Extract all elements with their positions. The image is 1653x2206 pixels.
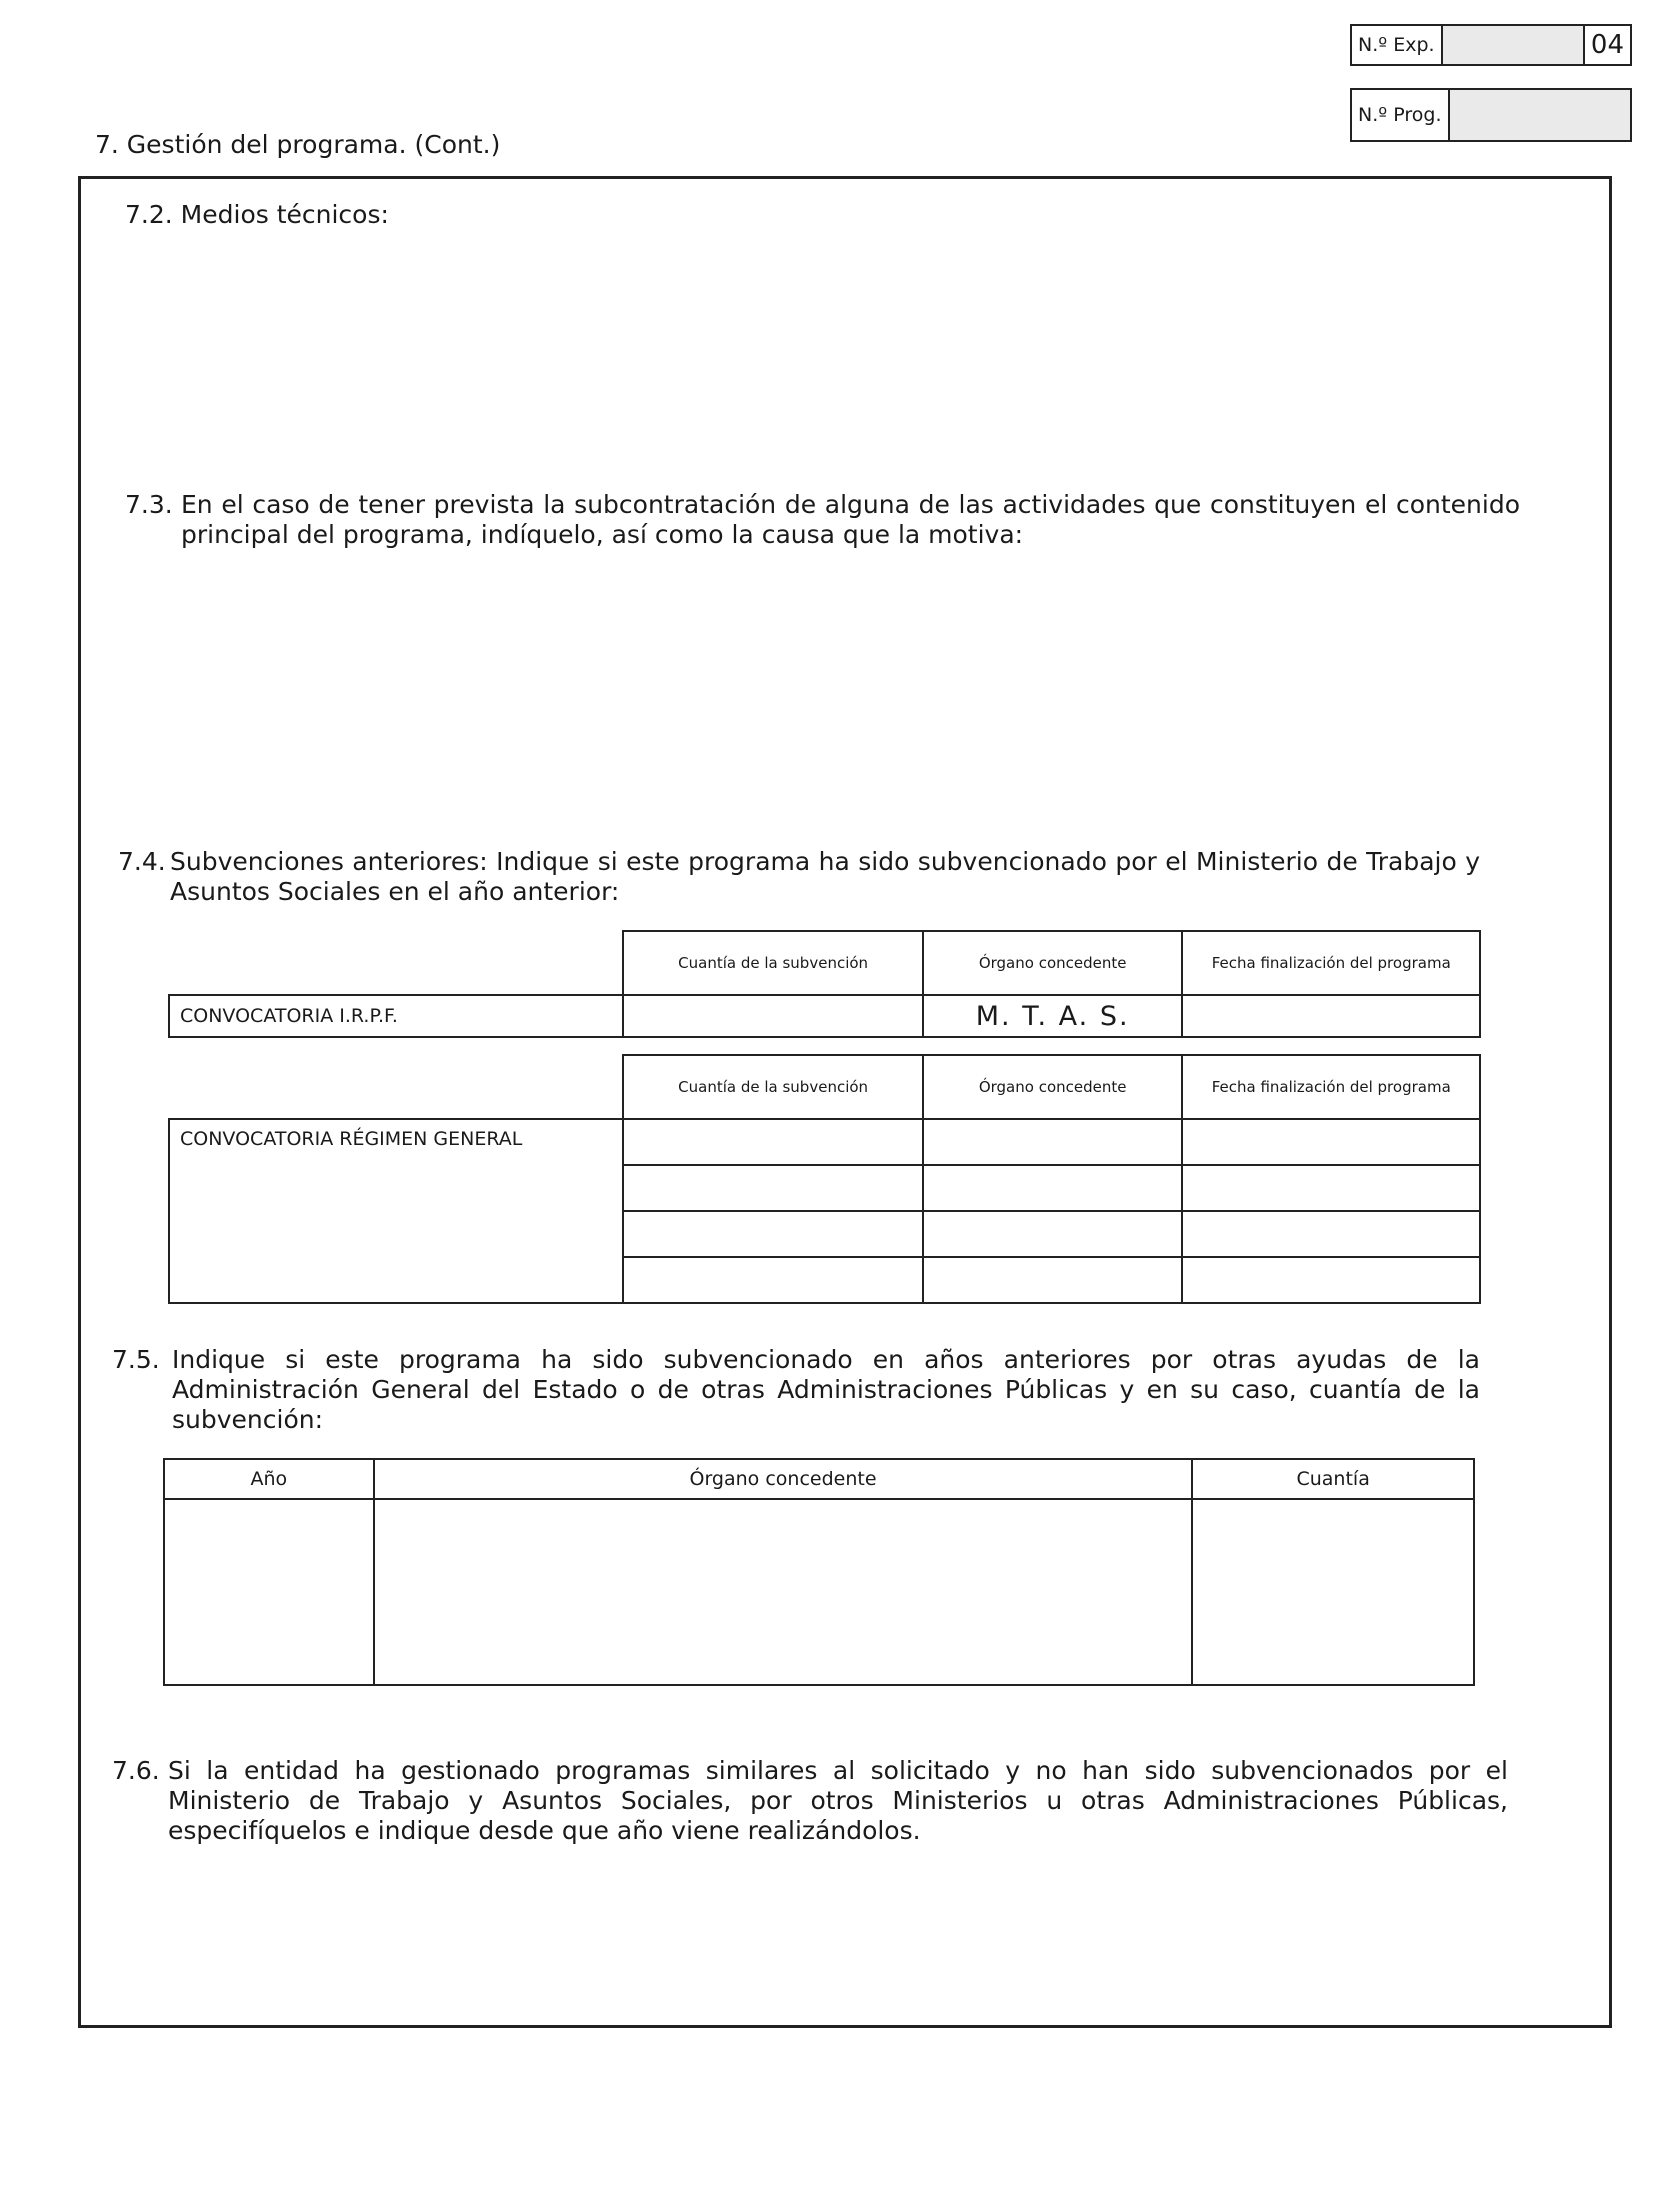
- prog-number-field[interactable]: [1450, 90, 1631, 140]
- question-7-6-text: Si la entidad ha gestionado programas similares al solicitado y no han sido subvencionados por el Ministerio de Trabajo y Asuntos Sociales, por otros Ministerios u otras Administraciones Públicas, especifíquelos e indique desde que año viene realizándolos.: [168, 1756, 1508, 1845]
- question-7-5: [112, 1345, 1480, 1435]
- table-irpf-organo-cell: M. T. A. S.: [923, 995, 1183, 1037]
- table-other-subsidies: [163, 1458, 1475, 1686]
- table-75-header-ano: Año: [164, 1459, 374, 1499]
- question-7-2: [125, 200, 1525, 230]
- table-75-header-cuantia: Cuantía: [1192, 1459, 1474, 1499]
- table-75-header-organo: Órgano concedente: [374, 1459, 1193, 1499]
- table-irpf-fecha-cell[interactable]: [1182, 995, 1480, 1037]
- table-general-cell[interactable]: [1182, 1257, 1480, 1303]
- table-general-cell[interactable]: [923, 1119, 1183, 1165]
- table-general-header-cuantia: Cuantía de la subvención: [623, 1055, 923, 1119]
- answer-7-2-area[interactable]: [100, 240, 1590, 480]
- question-7-4: [118, 847, 1480, 907]
- question-7-6: [112, 1756, 1508, 1846]
- question-7-3: [125, 490, 1520, 550]
- section-title: 7. Gestión del programa. (Cont.): [95, 130, 501, 159]
- question-7-4-text: Subvenciones anteriores: Indique si este programa ha sido subvencionado por el Ministerio de Trabajo y Asuntos Sociales en el año anterior:: [170, 847, 1480, 906]
- question-7-6-number: 7.6.: [112, 1756, 160, 1785]
- question-7-2-number: 7.2.: [125, 200, 173, 229]
- question-7-5-text: Indique si este programa ha sido subvencionado en años anteriores por otras ayudas de la Administración General del Estado o de otras Administraciones Públicas y en su caso, cuantía de la subvención:: [172, 1345, 1480, 1434]
- table-general-cell[interactable]: [623, 1257, 923, 1303]
- table-75-cuantia-cell[interactable]: [1192, 1499, 1474, 1685]
- table-general-header-fecha: Fecha finalización del programa: [1182, 1055, 1480, 1119]
- table-general-cell[interactable]: [1182, 1211, 1480, 1257]
- answer-7-3-area[interactable]: [100, 560, 1590, 840]
- question-7-5-number: 7.5.: [112, 1345, 160, 1374]
- table-irpf: [168, 930, 1481, 1038]
- exp-code: 04: [1583, 26, 1630, 64]
- question-7-3-number: 7.3.: [125, 490, 173, 519]
- table-regimen-general: [168, 1054, 1481, 1304]
- table-general-cell[interactable]: [1182, 1165, 1480, 1211]
- table-irpf-header-organo: Órgano concedente: [923, 931, 1183, 995]
- table-irpf-cuantia-cell[interactable]: [623, 995, 923, 1037]
- question-7-3-text: En el caso de tener prevista la subcontratación de alguna de las actividades que constituyen el contenido principal del programa, indíquelo, así como la causa que la motiva:: [181, 490, 1520, 549]
- table-general-cell[interactable]: [623, 1119, 923, 1165]
- table-75-organo-cell[interactable]: [374, 1499, 1193, 1685]
- table-general-corner: [169, 1055, 623, 1119]
- table-irpf-row-label: CONVOCATORIA I.R.P.F.: [169, 995, 623, 1037]
- table-irpf-header-fecha: Fecha finalización del programa: [1182, 931, 1480, 995]
- table-general-header-organo: Órgano concedente: [923, 1055, 1183, 1119]
- exp-number-label: N.º Exp.: [1352, 26, 1443, 64]
- table-general-cell[interactable]: [623, 1165, 923, 1211]
- table-irpf-header-cuantia: Cuantía de la subvención: [623, 931, 923, 995]
- table-general-cell[interactable]: [923, 1257, 1183, 1303]
- table-irpf-corner: [169, 931, 623, 995]
- exp-number-box: [1350, 24, 1632, 66]
- table-general-cell[interactable]: [623, 1211, 923, 1257]
- exp-number-field[interactable]: [1443, 26, 1583, 64]
- table-75-ano-cell[interactable]: [164, 1499, 374, 1685]
- prog-number-label: N.º Prog.: [1352, 90, 1450, 140]
- table-general-cell[interactable]: [923, 1165, 1183, 1211]
- answer-7-6-area[interactable]: [100, 1860, 1590, 2010]
- table-general-cell[interactable]: [923, 1211, 1183, 1257]
- table-general-row-label: CONVOCATORIA RÉGIMEN GENERAL: [169, 1119, 623, 1303]
- table-general-cell[interactable]: [1182, 1119, 1480, 1165]
- prog-number-box: [1350, 88, 1632, 142]
- question-7-2-text: Medios técnicos:: [180, 200, 389, 229]
- question-7-4-number: 7.4.: [118, 847, 166, 876]
